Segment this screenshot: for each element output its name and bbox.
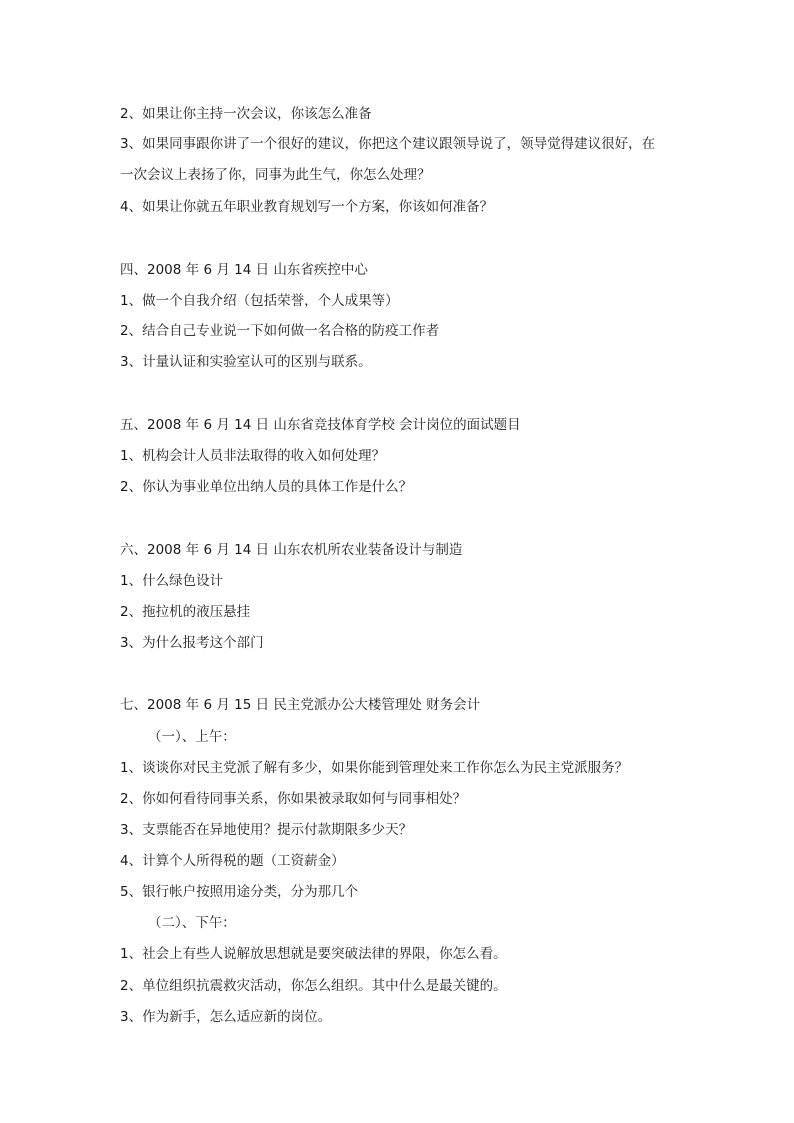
text-line: 3、如果同事跟你讲了一个很好的建议，你把这个建议跟领导说了，领导觉得建议很好，在 (120, 136, 656, 152)
text-line: 2、如果让你主持一次会议，你该怎么准备 (120, 106, 372, 122)
section-heading: 七、2008 年 6 月 15 日 民主党派办公大楼管理处 财务会计 (120, 697, 481, 713)
text-line: 2、你如何看待同事关系，你如果被录取如何与同事相处？ (120, 791, 467, 807)
text-line: 一次会议上表扬了你，同事为此生气，你怎么处理？ (120, 167, 431, 183)
section-heading: 六、2008 年 6 月 14 日 山东农机所农业装备设计与制造 (120, 542, 463, 558)
text-line: 1、什么绿色设计 (120, 573, 224, 589)
section-heading: 五、2008 年 6 月 14 日 山东省竞技体育学校 会计岗位的面试题目 (120, 417, 521, 433)
text-line: 2、结合自己专业说一下如何做一名合格的防疫工作者 (120, 323, 440, 339)
text-line: 3、作为新手，怎么适应新的岗位。 (120, 1009, 332, 1025)
subsection-heading: （一）、上午： (148, 729, 236, 745)
text-line: 1、社会上有些人说解放思想就是要突破法律的界限，你怎么看。 (120, 946, 507, 962)
text-line: 5、银行帐户按照用途分类，分为那几个 (120, 884, 359, 900)
text-line: 4、如果让你就五年职业教育规划写一个方案，你该如何准备？ (120, 199, 494, 215)
text-line: 2、单位组织抗震救灾活动，你怎么组织。其中什么是最关键的。 (120, 978, 507, 994)
text-line: 1、做一个自我介绍（包括荣誉，个人成果等） (120, 293, 399, 309)
text-line: 3、为什么报考这个部门 (120, 635, 264, 651)
section-heading: 四、2008 年 6 月 14 日 山东省疾控中心 (120, 262, 368, 278)
subsection-heading: （二）、下午： (148, 915, 236, 931)
text-line: 4、计算个人所得税的题（工资薪金） (120, 853, 345, 869)
text-line: 2、拖拉机的液压悬挂 (120, 604, 251, 620)
text-line: 2、你认为事业单位出纳人员的具体工作是什么？ (120, 479, 413, 495)
text-line: 1、机构会计人员非法取得的收入如何处理？ (120, 448, 386, 464)
text-line: 3、计量认证和实验室认可的区别与联系。 (120, 354, 372, 370)
text-line: 1、谈谈你对民主党派了解有多少，如果你能到管理处来工作你怎么为民主党派服务？ (120, 760, 629, 776)
text-line: 3、支票能否在异地使用？提示付款期限多少天？ (120, 822, 413, 838)
